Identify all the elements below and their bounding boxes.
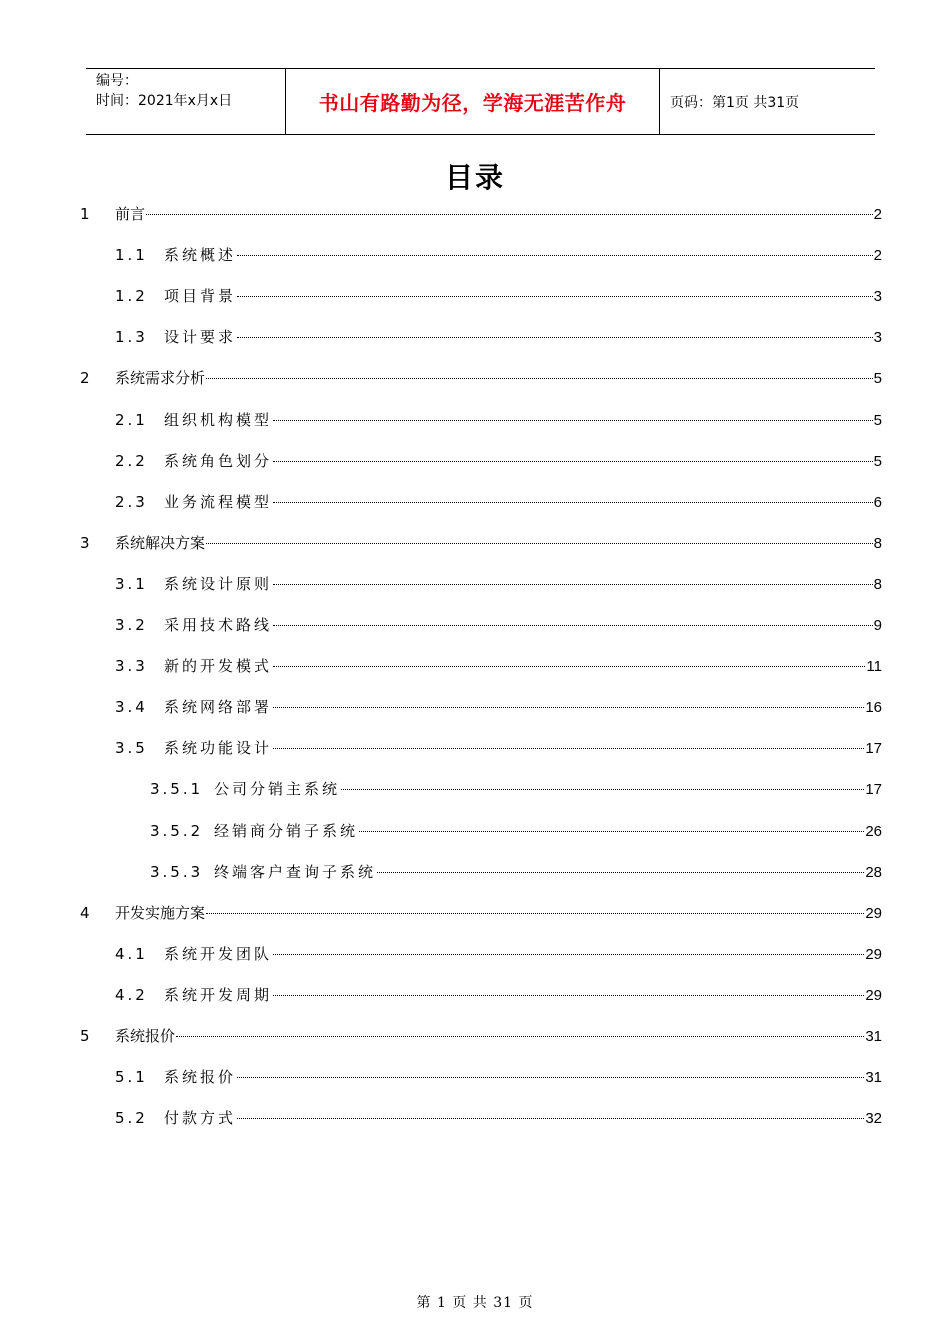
header-number-label: 编号：	[96, 73, 138, 89]
toc-entry-title: 系统开发周期	[164, 985, 273, 1004]
toc-dot-leader	[176, 1036, 864, 1037]
toc-entry-page: 5	[873, 370, 882, 388]
toc-entry-title: 经销商分销子系统	[214, 821, 359, 840]
toc-entry-number: 3.1	[115, 574, 148, 593]
toc-entry-page: 11	[866, 658, 882, 676]
toc-entry-page: 16	[865, 699, 882, 717]
toc-entry[interactable]	[115, 491, 882, 513]
toc-entry-number: 5.1	[115, 1068, 148, 1087]
toc-entry-number: 3.5.1	[150, 780, 204, 799]
toc-dot-leader	[206, 913, 864, 914]
toc-entry[interactable]	[80, 532, 882, 554]
toc-dot-leader	[359, 831, 864, 832]
toc-entry-number: 4.1	[115, 944, 148, 963]
toc-entry-page: 17	[865, 740, 882, 758]
toc-entry-page: 29	[865, 986, 882, 1004]
toc-entry-number: 3	[80, 533, 90, 552]
toc-dot-leader	[237, 255, 873, 256]
toc-entry-number: 3.2	[115, 616, 148, 634]
header-meta	[86, 69, 286, 134]
header-motto-cell	[286, 69, 660, 134]
toc-dot-leader	[206, 378, 873, 379]
toc-entry-page: 8	[873, 534, 882, 552]
header-motto: 书山有路勤为径，学海无涯苦作舟	[318, 91, 627, 115]
toc-entry-number: 3.4	[115, 698, 148, 717]
toc-entry-title: 前言	[115, 205, 146, 223]
toc-entry-page: 29	[865, 904, 882, 922]
toc-entry-title: 项目背景	[164, 287, 237, 306]
toc-entry[interactable]	[80, 203, 882, 225]
toc-entry-number: 2	[80, 369, 90, 388]
toc-dot-leader	[273, 748, 864, 749]
toc-entry-page: 31	[865, 1069, 882, 1087]
toc-dot-leader	[206, 543, 873, 544]
toc-entry-title: 付款方式	[164, 1109, 237, 1128]
toc-dot-leader	[273, 995, 864, 996]
toc-entry-title: 业务流程模型	[164, 492, 273, 511]
toc-entry-title: 组织机构模型	[164, 410, 273, 429]
toc-dot-leader	[237, 296, 873, 297]
toc-entry-title: 系统报价	[164, 1068, 237, 1087]
toc-entry-title: 采用技术路线	[164, 616, 273, 634]
toc-entry-page: 28	[865, 863, 882, 881]
page-header	[86, 68, 875, 135]
toc-entry[interactable]	[150, 861, 882, 883]
toc-entry-page: 9	[873, 617, 882, 634]
toc-entry-title: 设计要求	[164, 328, 237, 347]
toc-dot-leader	[273, 625, 873, 626]
toc-dot-leader	[237, 1077, 864, 1078]
toc-entry-page: 6	[873, 493, 882, 511]
toc-entry-title: 系统功能设计	[164, 739, 273, 758]
toc-entry-page: 2	[873, 206, 882, 223]
toc-dot-leader	[273, 707, 864, 708]
toc-entry[interactable]	[80, 902, 882, 924]
toc-entry-number: 3.5.2	[150, 821, 204, 840]
toc-entry-page: 17	[865, 781, 882, 799]
toc-entry-number: 1	[80, 205, 90, 223]
toc-entry-page: 3	[873, 329, 882, 347]
toc-entry[interactable]	[115, 326, 882, 348]
toc-entry-title: 系统报价	[115, 1027, 176, 1045]
toc-dot-leader	[273, 954, 864, 955]
toc-entry-page: 31	[865, 1028, 882, 1045]
toc-entry[interactable]	[150, 820, 882, 842]
toc-entry-number: 2.1	[115, 410, 148, 429]
toc-entry-title: 系统概述	[164, 246, 237, 265]
toc-entry[interactable]	[115, 573, 882, 595]
toc-entry[interactable]	[80, 367, 882, 389]
toc-entry-page: 8	[873, 575, 882, 593]
toc-entry-page: 2	[873, 247, 882, 265]
toc-entry-title: 系统设计原则	[164, 574, 273, 593]
toc-dot-leader	[273, 584, 873, 585]
toc-dot-leader	[273, 502, 873, 503]
toc-entry[interactable]	[115, 614, 882, 636]
toc-entry-number: 5.2	[115, 1109, 148, 1128]
toc-entry-page: 5	[873, 411, 882, 429]
toc-dot-leader	[377, 872, 864, 873]
toc-entry-page: 26	[865, 822, 882, 840]
toc-entry-title: 系统开发团队	[164, 944, 273, 963]
toc-dot-leader	[146, 214, 873, 215]
toc-entry[interactable]	[115, 1107, 882, 1129]
header-time-label: 时间：2021年x月x日	[96, 93, 233, 109]
toc-entry-title: 开发实施方案	[115, 903, 206, 922]
toc-entry-number: 3.5	[115, 739, 148, 758]
toc-entry-page: 5	[873, 452, 882, 470]
toc-entry[interactable]	[115, 409, 882, 431]
toc-entry[interactable]	[115, 943, 882, 965]
toc-dot-leader	[273, 666, 865, 667]
toc-entry[interactable]	[115, 244, 882, 266]
toc-entry-title: 系统需求分析	[115, 369, 206, 388]
toc-entry-title: 系统角色划分	[164, 451, 273, 470]
toc-entry-number: 2.3	[115, 492, 148, 511]
toc-entry-page: 29	[865, 945, 882, 963]
toc-entry[interactable]	[115, 696, 882, 718]
toc-entry[interactable]	[115, 737, 882, 759]
toc-entry-page: 3	[873, 288, 882, 306]
toc-entry-title: 新的开发模式	[164, 657, 273, 676]
toc-entry[interactable]	[115, 984, 882, 1006]
toc-entry-title: 系统解决方案	[115, 533, 206, 552]
toc-entry-page: 32	[865, 1110, 882, 1128]
toc-entry-number: 1.1	[115, 246, 148, 265]
toc-entry-number: 3.5.3	[150, 862, 204, 881]
toc-dot-leader	[237, 1118, 864, 1119]
toc-entry-title: 公司分销主系统	[214, 780, 341, 799]
toc-entry[interactable]	[115, 655, 882, 677]
toc-entry-number: 2.2	[115, 451, 148, 470]
toc-dot-leader	[273, 461, 873, 462]
toc-entry-number: 4	[80, 903, 90, 922]
toc-entry[interactable]	[115, 450, 882, 472]
header-page-label: 页码：第1页 共31页	[670, 94, 800, 111]
toc-entry-number: 3.3	[115, 657, 148, 676]
toc-dot-leader	[273, 420, 873, 421]
header-page-cell	[660, 69, 875, 134]
toc-entry-number: 5	[80, 1027, 90, 1045]
page-footer: 第 1 页 共 31 页	[416, 1295, 534, 1311]
toc-entry-number: 1.3	[115, 328, 148, 347]
toc-dot-leader	[237, 337, 873, 338]
toc-entry-number: 4.2	[115, 985, 148, 1004]
toc-entry[interactable]	[150, 778, 882, 800]
toc-entry[interactable]	[80, 1025, 882, 1047]
toc-entry-number: 1.2	[115, 287, 148, 306]
toc-title: 目录	[444, 161, 505, 194]
toc-entry-title: 系统网络部署	[164, 698, 273, 717]
toc-entry[interactable]	[115, 1066, 882, 1088]
toc-dot-leader	[341, 789, 864, 790]
toc-entry-title: 终端客户查询子系统	[214, 862, 377, 881]
toc-entry[interactable]	[115, 285, 882, 307]
